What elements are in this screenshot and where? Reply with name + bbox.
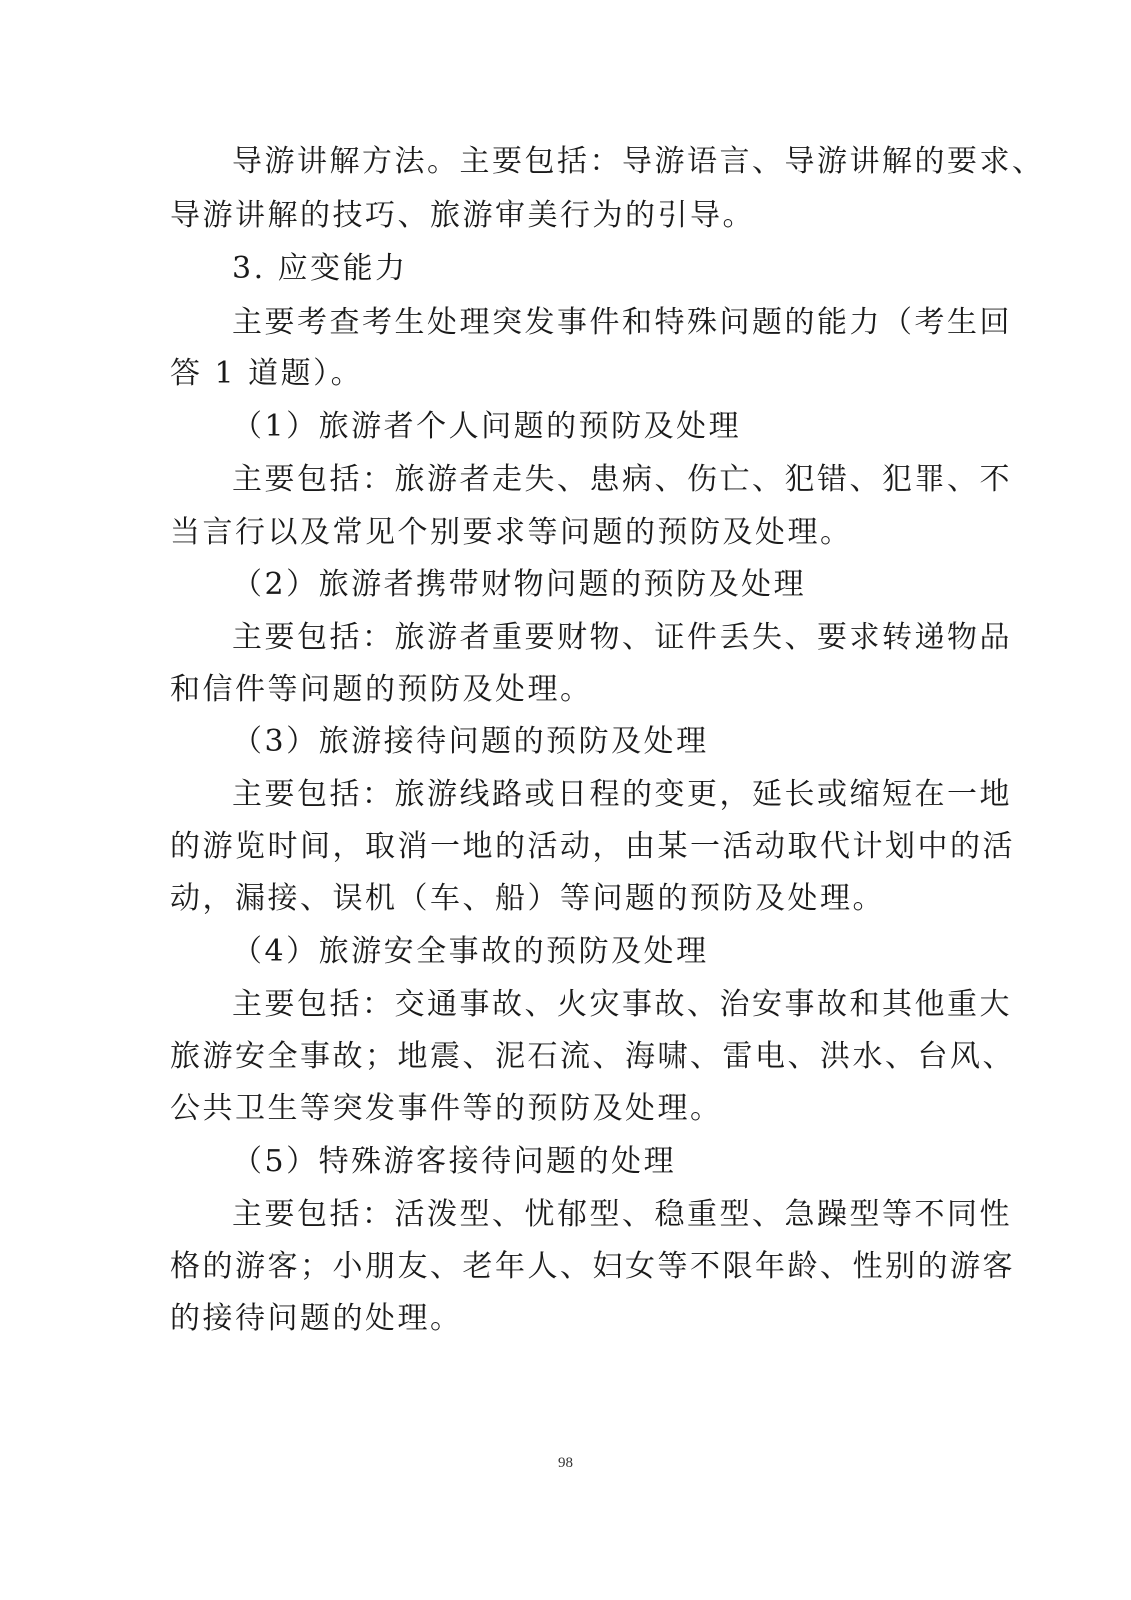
subsection-heading: （2）旅游者携带财物问题的预防及处理 — [232, 567, 807, 602]
text-line: 导游讲解方法。主要包括：导游语言、导游讲解的要求、 — [232, 144, 1045, 179]
text-line: 动，漏接、误机（车、船）等问题的预防及处理。 — [170, 881, 885, 916]
text-line: 主要包括：活泼型、忧郁型、稳重型、急躁型等不同性 — [232, 1197, 1012, 1232]
subsection-heading: （3）旅游接待问题的预防及处理 — [232, 724, 709, 759]
subsection-heading: （4）旅游安全事故的预防及处理 — [232, 934, 709, 969]
text-line: 公共卫生等突发事件等的预防及处理。 — [170, 1091, 723, 1126]
section-heading: 3. 应变能力 — [232, 251, 408, 286]
text-line: 格的游客；小朋友、老年人、妇女等不限年龄、性别的游客 — [170, 1249, 1015, 1284]
text-line: 主要包括：旅游者重要财物、证件丢失、要求转递物品 — [232, 620, 1012, 655]
text-line: 答 1 道题）。 — [170, 356, 364, 391]
text-line: 导游讲解的技巧、旅游审美行为的引导。 — [170, 198, 755, 233]
subsection-heading: （5）特殊游客接待问题的处理 — [232, 1144, 677, 1179]
text-line: 的游览时间，取消一地的活动，由某一活动取代计划中的活 — [170, 829, 1015, 864]
text-line: 的接待问题的处理。 — [170, 1301, 463, 1336]
text-line: 主要包括：交通事故、火灾事故、治安事故和其他重大 — [232, 987, 1012, 1022]
text-line: 主要包括：旅游者走失、患病、伤亡、犯错、犯罪、不 — [232, 462, 1012, 497]
text-line: 主要考查考生处理突发事件和特殊问题的能力（考生回 — [232, 305, 1012, 340]
text-line: 当言行以及常见个别要求等问题的预防及处理。 — [170, 515, 853, 550]
subsection-heading: （1）旅游者个人问题的预防及处理 — [232, 409, 742, 444]
text-line: 主要包括：旅游线路或日程的变更，延长或缩短在一地 — [232, 777, 1012, 812]
text-line: 旅游安全事故；地震、泥石流、海啸、雷电、洪水、台风、 — [170, 1039, 1015, 1074]
page-number: 98 — [558, 1455, 573, 1471]
text-line: 和信件等问题的预防及处理。 — [170, 672, 593, 707]
